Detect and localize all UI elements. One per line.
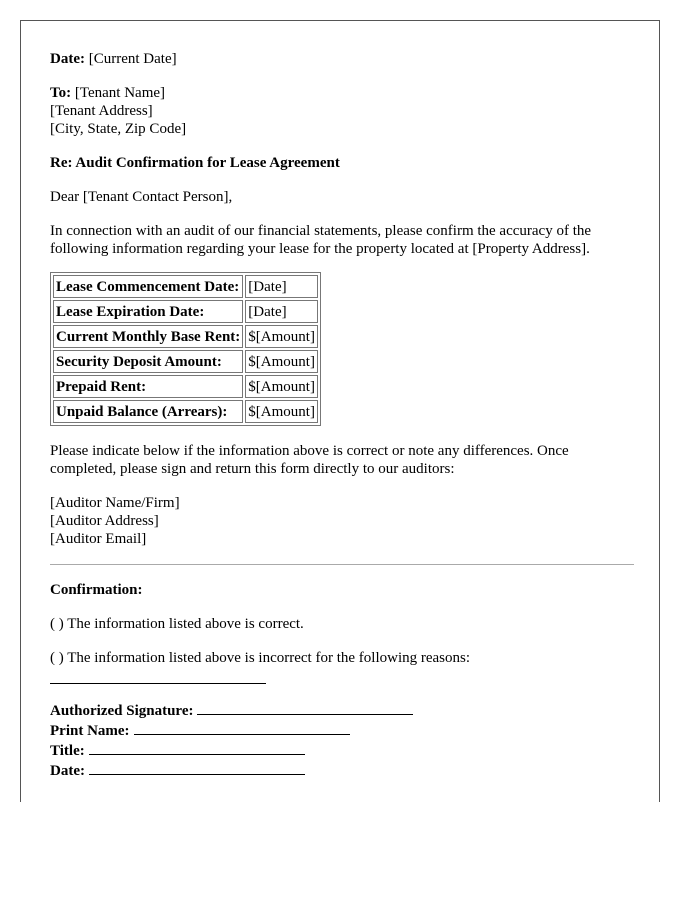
- letter-page: [20, 20, 660, 802]
- auditor-address: [Auditor Address]: [50, 513, 159, 529]
- sign-date-line[interactable]: [89, 760, 305, 775]
- date-line: [50, 50, 634, 68]
- auditor-name: [Auditor Name/Firm]: [50, 495, 180, 511]
- title-line[interactable]: [89, 740, 305, 755]
- intro-paragraph: In connection with an audit of our financial statements, please confirm the accuracy of the following information regarding your lease for the property located at [Property Address].: [50, 223, 592, 257]
- date-label: Date:: [50, 51, 85, 67]
- lease-field-label: Security Deposit Amount:: [53, 350, 243, 373]
- lease-details-table: [50, 272, 321, 426]
- signature-label: Authorized Signature:: [50, 703, 194, 719]
- lease-field-value: [Date]: [245, 275, 318, 298]
- lease-field-value: $[Amount]: [245, 350, 318, 373]
- to-label: To:: [50, 85, 72, 101]
- lease-field-value: $[Amount]: [245, 325, 318, 348]
- table-row: [53, 325, 318, 348]
- reasons-line[interactable]: [50, 673, 266, 684]
- signature-block: [50, 700, 634, 780]
- signature-line[interactable]: [197, 700, 413, 715]
- table-row: [53, 375, 318, 398]
- lease-field-label: Current Monthly Base Rent:: [53, 325, 243, 348]
- subject-line: Re: Audit Confirmation for Lease Agreement: [50, 155, 340, 171]
- date-value: [Current Date]: [88, 51, 177, 67]
- letter-content: [50, 50, 634, 780]
- table-row: [53, 300, 318, 323]
- lease-field-label: Lease Commencement Date:: [53, 275, 243, 298]
- print-name-line[interactable]: [134, 720, 350, 735]
- lease-field-value: [Date]: [245, 300, 318, 323]
- print-name-label: Print Name:: [50, 723, 130, 739]
- option-incorrect[interactable]: ( ) The information listed above is incorrect for the following reasons:: [50, 650, 471, 666]
- lease-field-label: Lease Expiration Date:: [53, 300, 243, 323]
- tenant-name: [Tenant Name]: [74, 85, 166, 101]
- auditor-block: [50, 494, 634, 548]
- sign-date-label: Date:: [50, 763, 85, 779]
- confirmation-heading: Confirmation:: [50, 582, 143, 598]
- salutation: Dear [Tenant Contact Person],: [50, 189, 233, 205]
- lease-field-value: $[Amount]: [245, 375, 318, 398]
- option-correct[interactable]: ( ) The information listed above is correct.: [50, 616, 304, 632]
- lease-field-label: Unpaid Balance (Arrears):: [53, 400, 243, 423]
- table-row: [53, 400, 318, 423]
- instructions-paragraph: Please indicate below if the information above is correct or note any differences. Once completed, please sign and return this form directly to our auditors:: [50, 443, 569, 477]
- lease-field-label: Prepaid Rent:: [53, 375, 243, 398]
- title-row: [50, 740, 634, 760]
- tenant-city: [City, State, Zip Code]: [50, 121, 187, 137]
- signature-row: [50, 700, 634, 720]
- lease-field-value: $[Amount]: [245, 400, 318, 423]
- table-row: [53, 350, 318, 373]
- recipient-block: [50, 84, 634, 138]
- auditor-email: [Auditor Email]: [50, 531, 147, 547]
- to-line: [50, 84, 634, 102]
- title-label: Title:: [50, 743, 85, 759]
- tenant-address: [Tenant Address]: [50, 103, 153, 119]
- print-name-row: [50, 720, 634, 740]
- section-divider: [50, 564, 634, 565]
- sign-date-row: [50, 760, 634, 780]
- table-row: [53, 275, 318, 298]
